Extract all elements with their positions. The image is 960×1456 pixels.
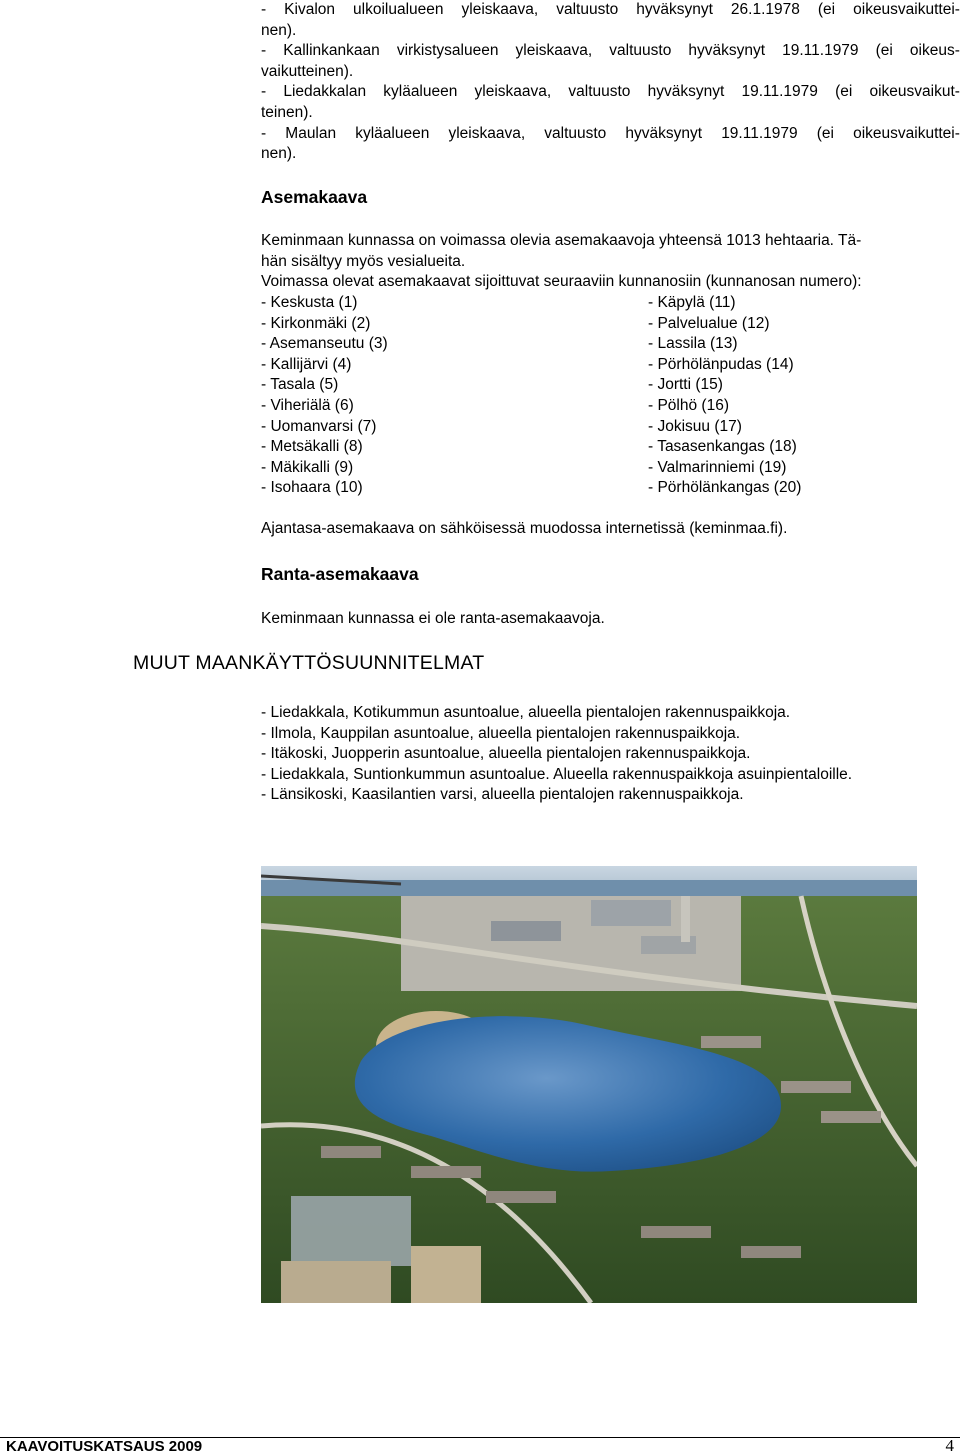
intro-line: teinen). <box>261 103 313 121</box>
district-item: - Valmarinniemi (19) <box>648 458 787 476</box>
intro-line: vaikutteinen). <box>261 62 354 80</box>
district-item: - Asemanseutu (3) <box>261 335 388 353</box>
district-item: - Isohaara (10) <box>261 479 363 497</box>
intro-line: - Kallinkankaan virkistysalueen yleiskaava, valtuusto hyväksynyt 19.11.1979 (ei oikeus- <box>261 42 960 60</box>
asemakaava-note: Ajantasa-asemakaava on sähköisessä muodossa internetissä (keminmaa.fi). <box>261 520 788 537</box>
district-item: - Metsäkalli (8) <box>261 438 363 456</box>
district-item: - Pörhölänkangas (20) <box>648 479 802 497</box>
district-item: - Palvelualue (12) <box>648 314 770 332</box>
district-item: - Pörhölänpudas (14) <box>648 355 794 373</box>
list-item: - Liedakkala, Kotikummun asuntoalue, alueella pientalojen rakennuspaikkoja. <box>261 704 791 721</box>
page-number: 4 <box>945 1436 954 1455</box>
district-item: - Kallijärvi (4) <box>261 355 352 373</box>
district-item: - Jortti (15) <box>648 376 723 394</box>
list-item: - Ilmola, Kauppilan asuntoalue, alueella pientalojen rakennuspaikkoja. <box>261 724 741 742</box>
intro-line: - Maulan kyläalueen yleiskaava, valtuusto hyväksynyt 19.11.1979 (ei oikeusvaikuttei- <box>261 124 960 142</box>
intro-line: nen). <box>261 145 297 163</box>
district-item: - Lassila (13) <box>648 335 738 353</box>
district-list-right <box>648 293 801 499</box>
district-item: - Käpylä (11) <box>648 294 736 311</box>
section-heading-ranta: Ranta-asemakaava <box>261 564 419 584</box>
district-item: - Tasasenkangas (18) <box>648 438 797 456</box>
district-item: - Uomanvarsi (7) <box>261 417 377 435</box>
paragraph-line: Voimassa olevat asemakaavat sijoittuvat seuraaviin kunnanosiin (kunnanosan numero): <box>261 273 862 291</box>
list-item: - Itäkoski, Juopperin asuntoalue, alueella pientalojen rakennuspaikkoja. <box>261 745 751 763</box>
district-item: - Jokisuu (17) <box>648 417 742 435</box>
ranta-text: Keminmaan kunnassa ei ole ranta-asemakaavoja. <box>261 610 605 627</box>
district-item: - Mäkikalli (9) <box>261 458 354 476</box>
intro-line: - Kivalon ulkoilualueen yleiskaava, valtuusto hyväksynyt 26.1.1978 (ei oikeusvaikuttei- <box>261 1 960 18</box>
footer-title: KAAVOITUSKATSAUS 2009 <box>6 1438 203 1455</box>
aerial-photo-illustration <box>261 866 917 1303</box>
district-item: - Keskusta (1) <box>261 294 358 311</box>
intro-list <box>261 0 960 165</box>
paragraph-line: hän sisältyy myös vesialueita. <box>261 252 466 270</box>
list-item: - Liedakkala, Suntionkummun asuntoalue. Alueella rakennuspaikkoja asuinpientaloille. <box>261 765 853 783</box>
district-item: - Tasala (5) <box>261 376 339 394</box>
aerial-photo <box>261 866 917 1303</box>
asemakaava-paragraph <box>261 231 862 293</box>
list-item: - Länsikoski, Kaasilantien varsi, alueella pientalojen rakennuspaikkoja. <box>261 786 744 804</box>
section-heading-asemakaava: Asemakaava <box>261 187 368 207</box>
district-item: - Kirkonmäki (2) <box>261 314 371 332</box>
district-list-left <box>261 293 388 499</box>
intro-line: - Liedakkalan kyläalueen yleiskaava, valtuusto hyväksynyt 19.11.1979 (ei oikeusvaikut- <box>261 83 960 101</box>
district-item: - Viheriälä (6) <box>261 396 354 414</box>
intro-line: nen). <box>261 21 297 39</box>
main-heading-muut: MUUT MAANKÄYTTÖSUUNNITELMAT <box>133 652 485 674</box>
muut-list <box>261 703 852 806</box>
district-item: - Pölhö (16) <box>648 396 729 414</box>
paragraph-line: Keminmaan kunnassa on voimassa olevia asemakaavoja yhteensä 1013 hehtaaria. Tä- <box>261 232 862 249</box>
